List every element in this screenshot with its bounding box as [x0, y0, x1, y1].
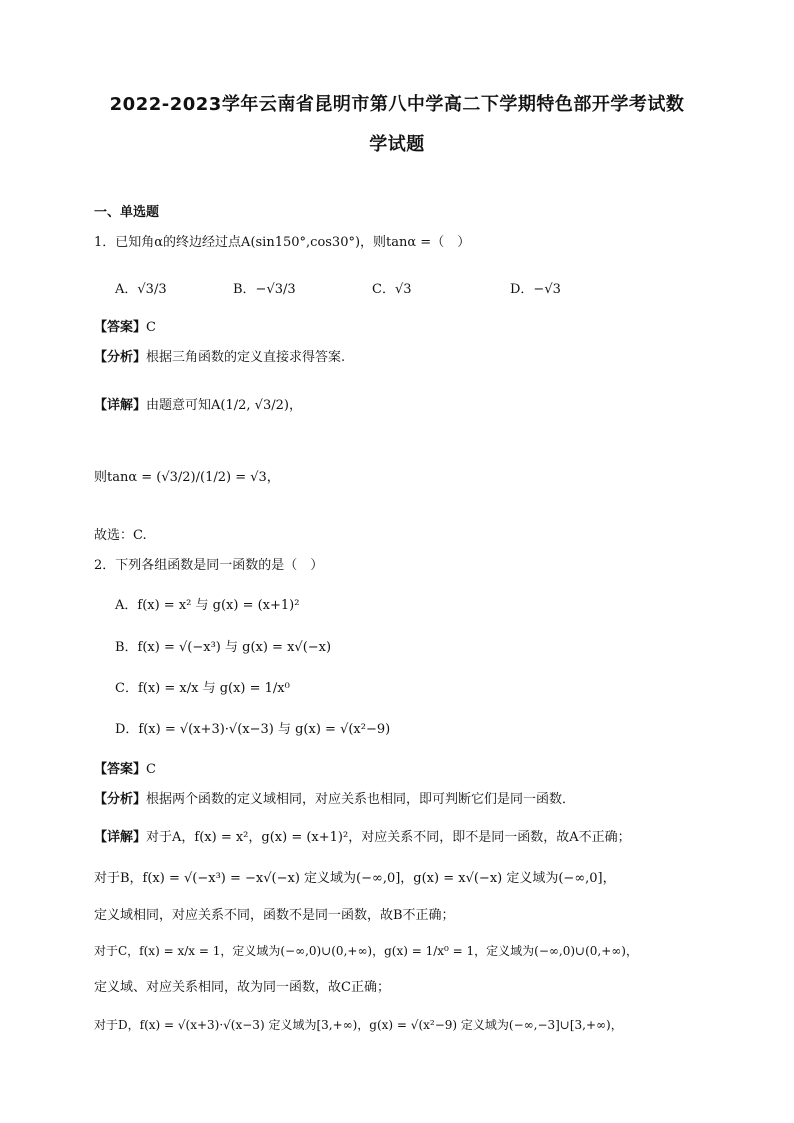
detail-text: 对于A，f(x) = x²，g(x) = (x+1)²，对应关系不同，即不是同一函数，故A不正确；	[146, 830, 631, 845]
answer-tag: 【答案】	[94, 762, 147, 777]
q2-option-a: A．f(x) = x² 与 g(x) = (x+1)²	[115, 598, 300, 613]
q2-detail-b1: 对于B，f(x) = √(−x³) = −x√(−x) 定义域为(−∞,0]，g(x) = x√(−x) 定义域为(−∞,0]，	[94, 871, 616, 886]
q2-option-c: C．f(x) = x/x 与 g(x) = 1/x⁰	[115, 681, 290, 696]
q1-conclusion: 故选：C.	[94, 528, 147, 543]
detail-tag: 【详解】	[94, 398, 147, 413]
q1-option-b: B．−√3/3	[233, 282, 296, 297]
q2-detail-b2: 定义域相同，对应关系不同，函数不是同一函数，故B不正确；	[94, 908, 455, 923]
q2-stem: 2．下列各组函数是同一函数的是（ ）	[94, 558, 324, 573]
q2-detail-c1: 对于C，f(x) = x/x = 1，定义域为(−∞,0)∪(0,+∞)，g(x) = 1/x⁰ = 1，定义域为(−∞,0)∪(0,+∞)，	[94, 944, 638, 958]
doc-title-line2: 学试题	[369, 134, 425, 155]
q2-option-b: B．f(x) = √(−x³) 与 g(x) = x√(−x)	[115, 640, 332, 655]
q1-option-c: C．√3	[372, 282, 412, 297]
q1-option-d: D．−√3	[510, 282, 561, 297]
q2-detail-c2: 定义域、对应关系相同，故为同一函数，故C正确；	[94, 980, 390, 995]
q1-answer-row	[94, 318, 156, 338]
section-heading: 一、单选题	[94, 205, 160, 220]
q1-detail-step: 则tanα = (√3/2)/(1/2) = √3，	[94, 470, 280, 485]
detail-text: 由题意可知A(1/2, √3/2)，	[146, 398, 302, 413]
q2-analysis-row	[94, 790, 575, 810]
q2-option-d: D．f(x) = √(x+3)·√(x−3) 与 g(x) = √(x²−9)	[115, 722, 391, 737]
detail-tag: 【详解】	[94, 830, 147, 845]
q1-option-a: A．√3/3	[115, 282, 167, 297]
q1-analysis-row	[94, 348, 345, 368]
analysis-text: 根据两个函数的定义域相同，对应关系也相同，即可判断它们是同一函数．	[146, 792, 576, 807]
analysis-tag: 【分析】	[94, 350, 147, 365]
answer-tag: 【答案】	[94, 320, 147, 335]
q2-answer-row	[94, 760, 156, 780]
doc-title-line1: 2022-2023学年云南省昆明市第八中学高二下学期特色部开学考试数	[109, 94, 685, 115]
answer-value: C	[146, 762, 156, 777]
answer-value: C	[146, 320, 156, 335]
q2-detail-row	[94, 828, 631, 848]
q2-detail-d1: 对于D，f(x) = √(x+3)·√(x−3) 定义域为[3,+∞)，g(x) = √(x²−9) 定义域为(−∞,−3]∪[3,+∞)，	[94, 1018, 623, 1032]
analysis-tag: 【分析】	[94, 792, 147, 807]
q1-stem: 1．已知角α的终边经过点A(sin150°,cos30°)，则tanα =（ ）	[94, 235, 471, 250]
analysis-text: 根据三角函数的定义直接求得答案.	[146, 350, 346, 365]
q1-detail-row	[94, 396, 302, 416]
